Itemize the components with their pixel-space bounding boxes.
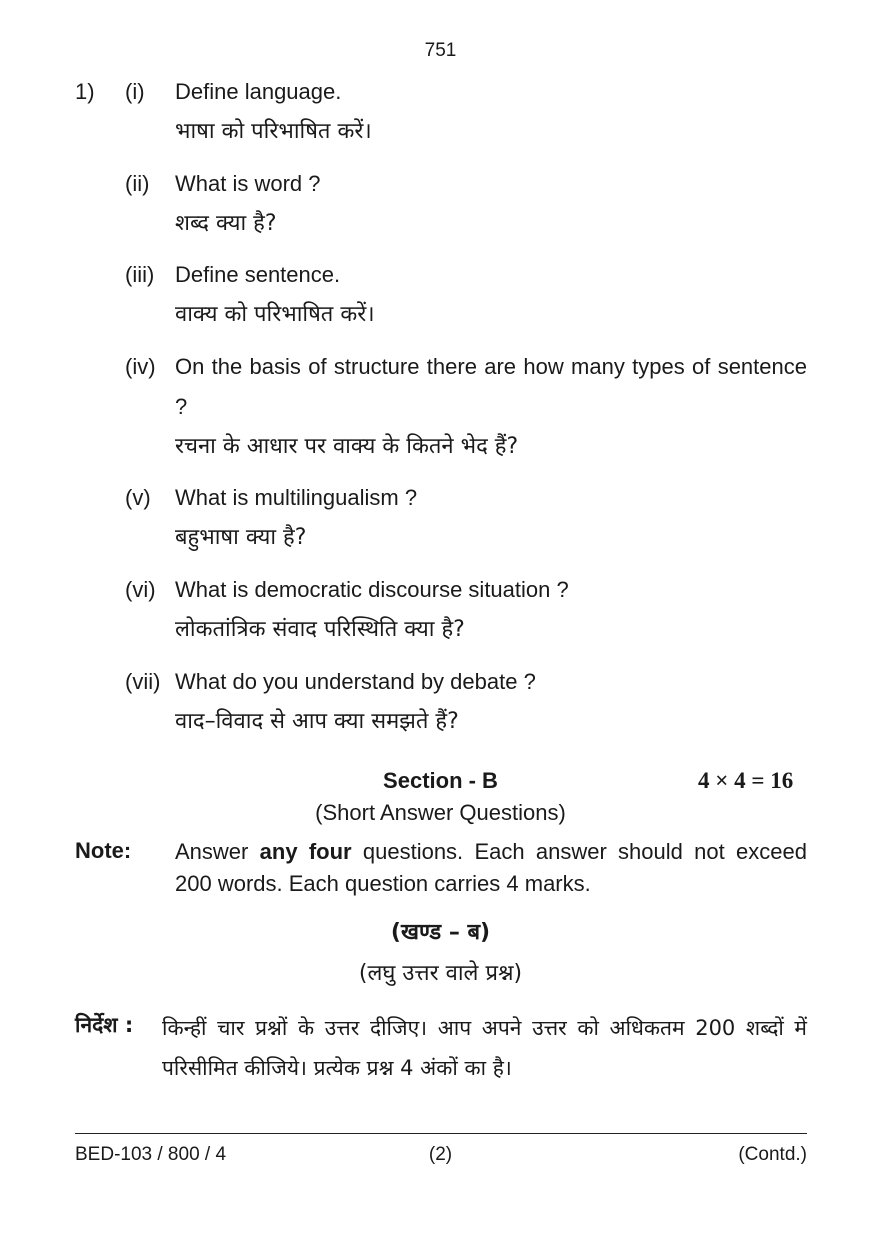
item-hindi: भाषा को परिभाषित करें। — [175, 119, 372, 144]
item-number: (iii) — [125, 262, 155, 287]
footer-divider — [75, 1133, 807, 1134]
hindi-section-title: (खण्ड – ब) — [390, 920, 491, 945]
footer-contd: (Contd.) — [738, 1144, 807, 1165]
footer-paper-code: BED-103 / 800 / 4 — [75, 1144, 227, 1165]
item-english: What do you understand by debate ? — [175, 669, 536, 694]
item-hindi: वाक्य को परिभाषित करें। — [175, 302, 375, 327]
question-item — [125, 255, 807, 335]
item-hindi: बहुभाषा क्या है? — [175, 525, 307, 550]
note-emphasis: any four — [259, 839, 352, 864]
question-item — [125, 164, 807, 244]
section-subtitle: (Short Answer Questions) — [315, 800, 566, 825]
item-hindi: शब्द क्या है? — [175, 211, 277, 236]
footer-page-number: (2) — [428, 1144, 453, 1165]
item-number: (ii) — [125, 171, 150, 196]
note-label: Note: — [75, 838, 132, 863]
question-item — [125, 72, 807, 152]
item-number: (vi) — [125, 577, 156, 602]
item-english: On the basis of structure there are how many types of sentence ? — [175, 354, 807, 419]
question-number: 1) — [75, 79, 95, 104]
item-number: (v) — [125, 485, 151, 510]
item-english: What is democratic discourse situation ? — [175, 577, 569, 602]
question-item — [125, 478, 807, 558]
item-number: (iv) — [125, 354, 156, 379]
item-hindi: वाद–विवाद से आप क्या समझते हैं? — [175, 709, 459, 734]
page-number: 751 — [424, 40, 457, 61]
question-item — [125, 570, 807, 650]
item-hindi: रचना के आधार पर वाक्य के कितने भेद हैं? — [175, 434, 519, 459]
section-marks: 4 × 4 = 16 — [698, 768, 794, 793]
item-number: (i) — [125, 79, 145, 104]
item-hindi: लोकतांत्रिक संवाद परिस्थिति क्या है? — [175, 617, 465, 642]
question-item — [125, 662, 807, 742]
item-number: (vii) — [125, 669, 161, 694]
item-english: What is word ? — [175, 171, 321, 196]
item-english: What is multilingualism ? — [175, 485, 418, 510]
section-title: Section - B — [383, 768, 498, 793]
item-english: Define language. — [175, 79, 342, 104]
hindi-note-label: निर्देश : — [75, 1013, 134, 1037]
note-text — [175, 836, 807, 900]
question-item — [125, 347, 807, 467]
note-suffix: questions. Each answer should not exceed 200 words. Each question carries 4 marks. — [175, 839, 807, 896]
hindi-note-text: किन्हीं चार प्रश्नों के उत्तर दीजिए। आप अपने उत्तर को अधिकतम 200 शब्दों में परिसीमित कीजिये। प्रत्येक प्रश्न 4 अंकों का है। — [162, 1016, 807, 1080]
note-prefix: Answer — [175, 839, 260, 864]
item-english: Define sentence. — [175, 262, 341, 287]
hindi-section-subtitle: (लघु उत्तर वाले प्रश्न) — [358, 961, 523, 986]
